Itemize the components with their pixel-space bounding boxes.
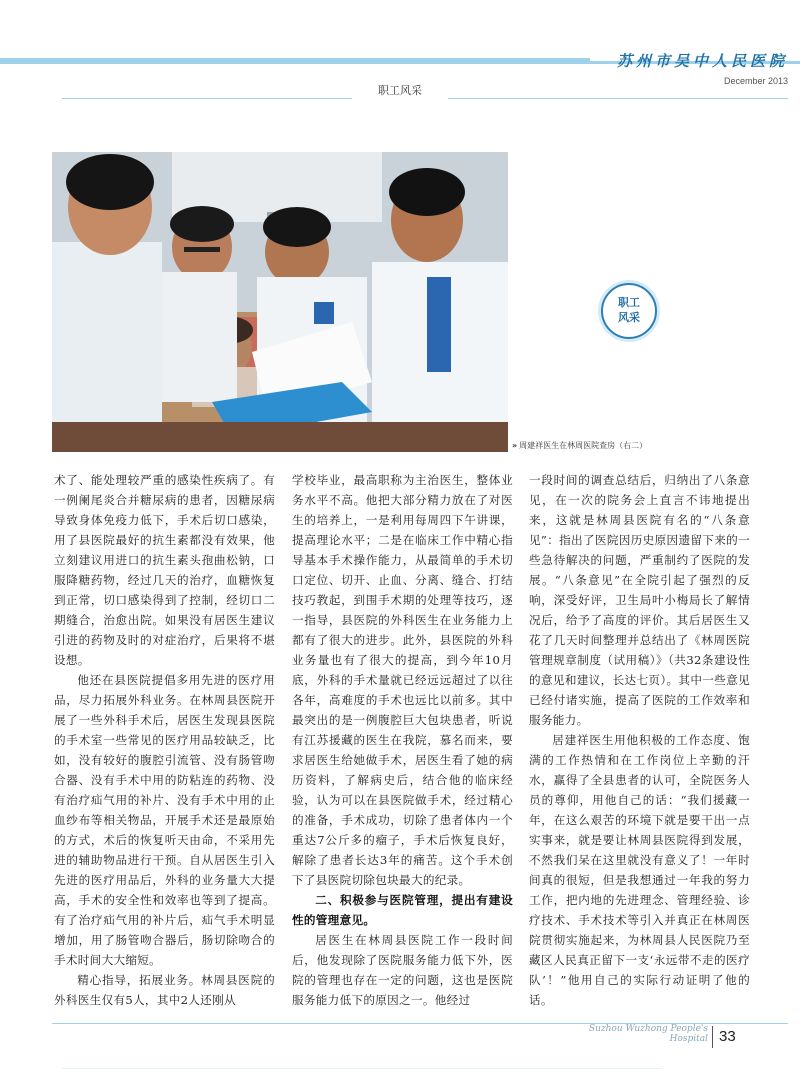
double-chevron-icon: » bbox=[512, 441, 518, 450]
section-rule bbox=[448, 98, 788, 99]
header-bar bbox=[0, 58, 590, 64]
section-header bbox=[0, 82, 800, 98]
badge-line: 职工 bbox=[618, 296, 640, 309]
page-number: 33 bbox=[712, 1026, 753, 1048]
article-photo bbox=[52, 152, 508, 452]
paragraph: 居建祥医生用他积极的工作态度、饱满的工作热情和在工作岗位上辛勤的汗水，赢得了全县患者的认可，全院医务人员的尊仰，用他自己的话：“我们援藏一年，在这么艰苦的环境下就是要干出一点实事来，就是要让林周县医院得到发展，不然我们呆在这里就没有意义了！一年时间真的很短，但是我想通过一年我的努力工作，把内地的先进理念、管理经验、诊疗技术、手术技术等引入并真正在林周医院贯彻实施起来，为林周县人民医院乃至藏区人民真正留下一支‘永远带不走的医疗队’！”他用自己的实际行动证明了他的话。 bbox=[529, 733, 750, 1007]
page-edge bbox=[62, 1068, 662, 1069]
section-badge bbox=[601, 283, 657, 339]
paragraph: 学校毕业，最高职称为主治医生，整体业务水平不高。他把大部分精力放在了对医生的培养上，一是利用每周四下午讲课，提高理论水平；二是在临床工作中精心指导基本手术操作能力，从最简单的手术切口定位、切开、止血、分离、缝合、打结技巧教起，到围手术期的处理等技巧，逐一指导，县医院的外科医生在业务能力上都有了很大的进步。此外，县医院的外科业务量也有了很大的提高，到今年10月底，外科的手术量就已经远远超过了以往各年，高难度的手术也远比以前多。其中最突出的是一例腹腔巨大包块患者，听说有江苏援藏的医生在我院，慕名而来，要求居医生给她做手术，居医生看了她的病历资料，了解病史后，结合他的临床经验，认为可以在县医院做手术，经过精心的准备，手术成功，切除了患者体内一个重达7公斤多的瘤子，手术后恢复良好，解除了患者长达3年的痛苦。这个手术创下了县医院切除包块最大的纪录。 bbox=[292, 473, 513, 887]
article-column-2 bbox=[292, 470, 513, 1022]
footer-journal: Suzhou Wuzhong People's Hospital bbox=[588, 1024, 708, 1044]
badge-line: 风采 bbox=[618, 311, 640, 324]
hospital-name: 苏州市吴中人民医院 bbox=[616, 52, 788, 70]
section-heading: 二、积极参与医院管理，提出有建设性的管理意见。 bbox=[292, 893, 513, 927]
issue-date: December 2013 bbox=[723, 76, 788, 86]
section-rule bbox=[62, 98, 352, 99]
article-column-3 bbox=[529, 470, 750, 1022]
paragraph: 精心指导，拓展业务。林周县医院的外科医生仅有5人，其中2人还刚从 bbox=[54, 973, 275, 1007]
photo-caption bbox=[512, 440, 762, 451]
article-column-1 bbox=[54, 470, 275, 1022]
caption-text: 周建祥医生在林周医院查房（右二） bbox=[519, 441, 648, 450]
paragraph: 他还在县医院提倡多用先进的医疗用品，尽力拓展外科业务。在林周县医院开展了一些外科手术后，居医生发现县医院的手术室一些常见的医疗用品较缺乏，比如，没有较好的腹腔引流管、没有肠管吻合器、没有手术中用的防粘连的药物、没有治疗疝气用的补片、没有手术中用的止血纱布等相关物品，开展手术还是最原始的方式，术后的恢复听天由命，不采用先进的辅助物品进行干预。自从居医生引入先进的医疗用品后，外科的业务量大大提高，手术的安全性和效率也等到了提高。有了治疗疝气用的补片后，疝气手术明显增加，用了肠管吻合器后，肠切除吻合的手术时间大大缩短。 bbox=[54, 673, 275, 967]
paragraph: 居医生在林周县医院工作一段时间后，他发现除了医院服务能力低下外，医院的管理也存在一定的问题，这也是医院服务能力低下的原因之一。他经过 bbox=[292, 933, 513, 1007]
paragraph: 一段时间的调查总结后，归纳出了八条意见，在一次的院务会上直言不讳地提出来，这就是林周县医院有名的“八条意见”：指出了医院因历史原因遗留下来的一些急待解决的问题，严重制约了医院的发展。“八条意见”在全院引起了强烈的反响，深受好评，卫生局叶小梅局长了解情况后，给予了高度的评价。其后居医生又花了几天时间整理并总结出了《林周医院管理规章制度（试用稿）》（共32条建设性的意见和建议，长达七页）。其中一些意见已经付诸实施，提高了医院的工作效率和服务能力。 bbox=[529, 473, 750, 727]
paragraph: 术了、能处理较严重的感染性疾病了。有一例阑尾炎合并糖尿病的患者，因糖尿病导致身体免疫力低下，手术后切口感染，用了县医院最好的抗生素都没有效果，他立刻建议用进口的抗生素头孢曲松钠，口服降糖药物，经过几天的治疗，血糖恢复到正常，切口感染得到了控制，经切口二期缝合，治愈出院。如果没有居医生建议引进的药物及时的对症治疗，后果将不堪设想。 bbox=[54, 473, 275, 667]
section-label: 职工风采 bbox=[378, 84, 422, 97]
